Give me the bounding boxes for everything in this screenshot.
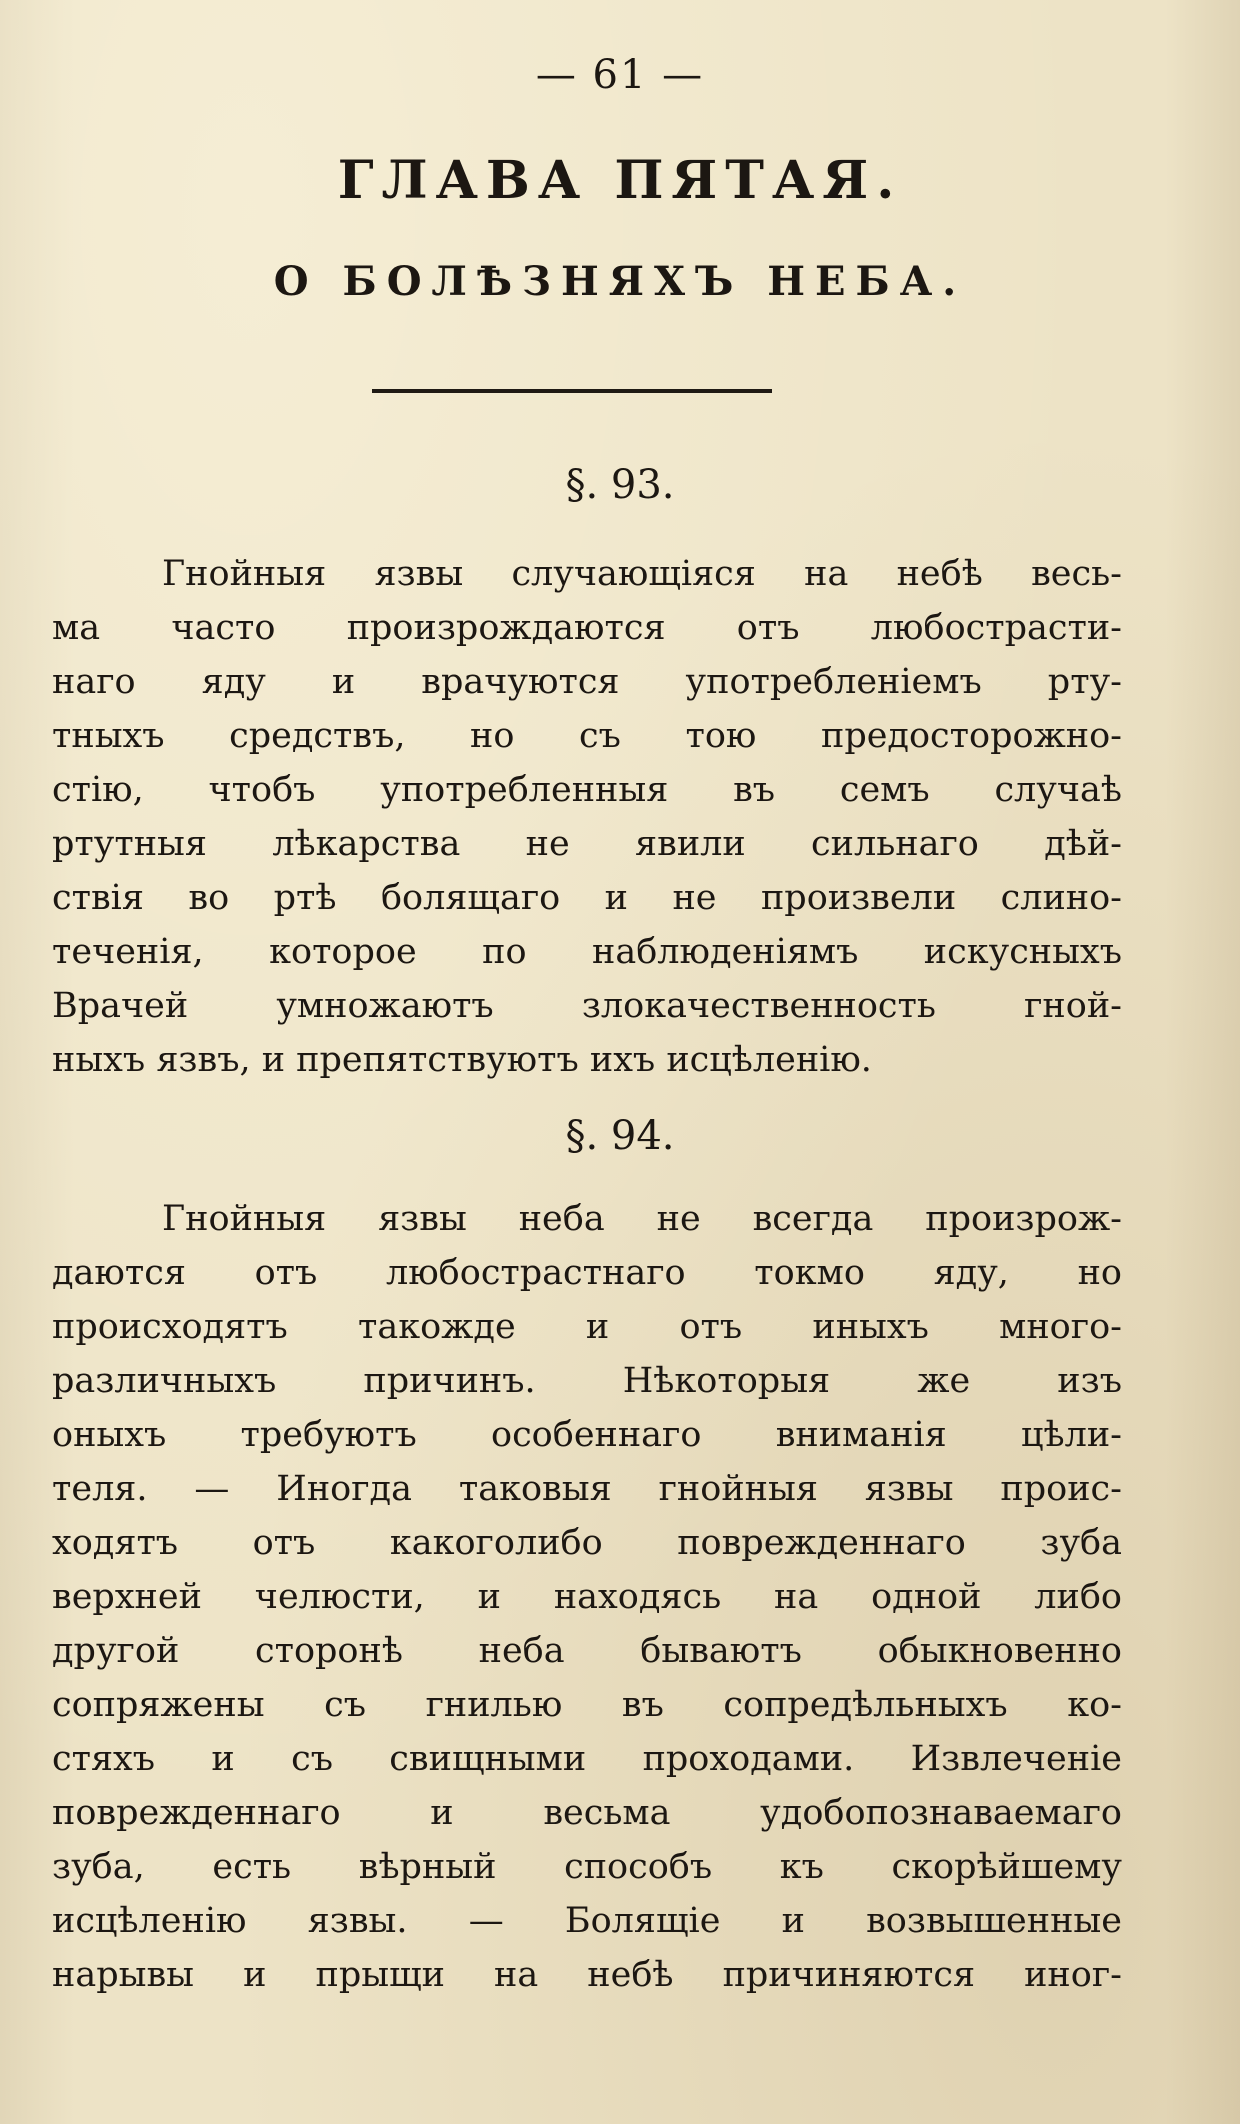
text-line: Гнойныя язвы неба не всегда произрож-	[162, 1199, 1122, 1239]
text-line: сопряжены съ гнилью въ сопредѣльныхъ ко-	[52, 1685, 1122, 1725]
text-line: Гнойныя язвы случающіяся на небѣ весь-	[162, 554, 1122, 594]
text-line: стяхъ и съ свищными проходами. Извлеченіе	[52, 1739, 1122, 1779]
paragraph-93	[52, 547, 1122, 1087]
section-mark-94: §. 94.	[565, 1113, 675, 1159]
text-line: ртутныя лѣкарства не явили сильнаго дѣй-	[52, 824, 1122, 864]
text-line: ходятъ отъ какоголибо поврежденнаго зуба	[52, 1523, 1122, 1563]
section-mark-93: §. 93.	[565, 462, 675, 508]
text-line: теченія, которое по наблюденіямъ искусныхъ	[52, 932, 1122, 972]
text-line: исцѣленію язвы. — Болящіе и возвышенные	[52, 1901, 1122, 1941]
text-line: ма часто произрождаются отъ любострасти-	[52, 608, 1122, 648]
text-line: оныхъ требуютъ особеннаго вниманія цѣли-	[52, 1415, 1122, 1455]
text-line: верхней челюсти, и находясь на одной либо	[52, 1577, 1122, 1617]
text-line: ныхъ язвъ, и препятствуютъ ихъ исцѣленію.	[52, 1040, 872, 1080]
divider-rule	[372, 389, 772, 393]
text-line: даются отъ любострастнаго токмо яду, но	[52, 1253, 1122, 1293]
text-line: другой сторонѣ неба бываютъ обыкновенно	[52, 1631, 1122, 1671]
text-line: стію, чтобъ употребленныя въ семъ случаѣ	[52, 770, 1122, 810]
text-line: поврежденнаго и весьма удобопознаваемаго	[52, 1793, 1122, 1833]
text-line: нарывы и прыщи на небѣ причиняются иног-	[52, 1955, 1122, 1995]
chapter-title: ГЛАВА ПЯТАЯ.	[337, 150, 903, 211]
text-line: зуба, есть вѣрный способъ къ скорѣйшему	[52, 1847, 1122, 1887]
text-line: теля. — Иногда таковыя гнойныя язвы проис-	[52, 1469, 1122, 1509]
paragraph-94	[52, 1192, 1122, 2002]
chapter-subtitle: О БОЛѢЗНЯХЪ НЕБА.	[273, 258, 967, 305]
text-line: наго яду и врачуются употребленіемъ рту-	[52, 662, 1122, 702]
text-line: различныхъ причинъ. Нѣкоторыя же изъ	[52, 1361, 1122, 1401]
text-line: Врачей умножаютъ злокачественность гной-	[52, 986, 1122, 1026]
text-line: тныхъ средствъ, но съ тою предосторожно-	[52, 716, 1122, 756]
text-line: ствія во ртѣ болящаго и не произвели слино-	[52, 878, 1122, 918]
text-line: происходятъ такожде и отъ иныхъ много-	[52, 1307, 1122, 1347]
page-number: — 61 —	[535, 52, 705, 98]
